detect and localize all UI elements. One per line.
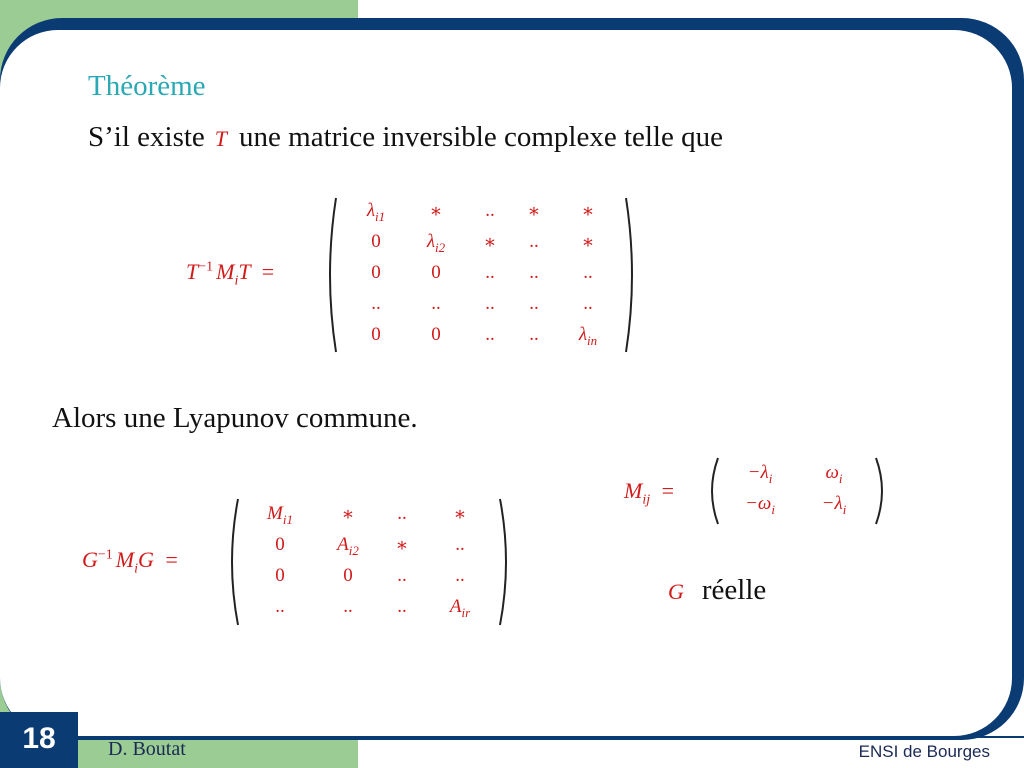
eq1-lhs-T: T [186, 259, 199, 284]
eq1-lhs-T2: T [238, 259, 251, 284]
eq2-cell: $-\lambda_i$ [821, 493, 847, 517]
intro-sentence [88, 121, 723, 154]
eq3-cell: .. [455, 565, 465, 586]
eq3-lhs [82, 547, 178, 577]
eq2-cell: $-\lambda_i$ [747, 462, 773, 486]
eq2-left-paren [704, 456, 720, 526]
top-white-area [358, 0, 1024, 20]
eq1-lhs-subscript: i [234, 273, 239, 289]
eq1-matrix [322, 196, 640, 354]
eq1-cell: 0 [371, 262, 381, 283]
eq1-cell: $\lambda_{i2}$ [426, 231, 446, 255]
eq1-cell: .. [529, 262, 539, 283]
footer-rule [78, 736, 1024, 738]
eq1-lhs-exponent: −1 [198, 259, 214, 275]
eq3-cell: .. [343, 596, 353, 617]
theorem-title: Théorème [88, 70, 206, 102]
eq1-cell: ∗ [527, 201, 541, 222]
eq1-cell: .. [431, 293, 441, 314]
eq3-lhs-G2: G [138, 547, 154, 572]
eq2-cell: $\omega_i$ [825, 462, 843, 486]
matrix-symbol-G: G [668, 579, 684, 604]
eq3-cell: $A_{i2}$ [337, 534, 359, 558]
eq3-cell: .. [455, 534, 465, 555]
eq3-lhs-G: G [82, 547, 98, 572]
eq2-matrix [704, 456, 890, 526]
eq3-cell: .. [397, 565, 407, 586]
eq1-cell: ∗ [429, 201, 443, 222]
eq3-cell: 0 [275, 565, 285, 586]
eq3-cell: .. [397, 503, 407, 524]
eq3-equals: = [165, 547, 178, 572]
footer-author: D. Boutat [108, 738, 186, 760]
matrix-symbol-T: T [214, 126, 228, 151]
intro-prefix: S’il existe [88, 121, 205, 153]
eq1-cell: .. [485, 324, 495, 345]
eq1-cell: .. [371, 293, 381, 314]
page-number: 18 [22, 722, 56, 755]
eq2-right-paren [874, 456, 890, 526]
eq2-lhs-M: M [624, 478, 643, 503]
footer-institution: ENSI de Bourges [858, 742, 990, 761]
eq3-cell: 0 [343, 565, 353, 586]
eq1-lhs [186, 259, 274, 289]
eq3-lhs-exponent: −1 [97, 547, 113, 563]
eq1-cell: .. [529, 293, 539, 314]
eq3-cell: $A_{ir}$ [449, 596, 471, 620]
eq2-cell: $-\omega_i$ [745, 493, 775, 517]
eq3-left-paren [224, 497, 240, 627]
conclusion-text: Alors une Lyapunov commune. [52, 402, 418, 434]
eq1-cell: .. [529, 324, 539, 345]
eq1-cell: .. [485, 262, 495, 283]
eq3-lhs-subscript: i [134, 561, 139, 577]
eq2-lhs-subscript: ij [642, 492, 651, 508]
eq1-cell: 0 [371, 231, 381, 252]
eq3-right-paren [498, 497, 514, 627]
eq2-equals: = [661, 478, 675, 503]
eq3-cell: ∗ [341, 504, 355, 525]
eq3-cell: 0 [275, 534, 285, 555]
eq1-cell: ∗ [483, 232, 497, 253]
eq1-cell: 0 [371, 324, 381, 345]
eq3-cell: ∗ [395, 535, 409, 556]
eq3-cell: .. [275, 596, 285, 617]
eq1-cell: .. [485, 293, 495, 314]
eq1-cell: .. [529, 231, 539, 252]
eq3-matrix [224, 497, 514, 627]
eq1-cell: 0 [431, 262, 441, 283]
eq3-cell: ∗ [453, 504, 467, 525]
eq3-cell: .. [397, 596, 407, 617]
intro-suffix: une matrice inversible complexe telle que [239, 121, 723, 153]
eq1-cell: .. [485, 200, 495, 221]
eq1-cell: .. [583, 262, 593, 283]
eq2-lhs [624, 478, 674, 508]
eq1-cell: 0 [431, 324, 441, 345]
reelle-line [668, 574, 766, 607]
eq1-cell: ∗ [581, 201, 595, 222]
eq1-cell: $\lambda_{i1}$ [366, 200, 386, 224]
eq1-equals: = [261, 259, 275, 284]
eq1-lhs-M: M [216, 259, 235, 284]
eq1-cell: ∗ [581, 232, 595, 253]
eq1-cell: .. [583, 293, 593, 314]
eq1-cell: $\lambda_{in}$ [578, 324, 598, 348]
eq3-lhs-M: M [115, 547, 135, 572]
eq3-cell: $M_{i1}$ [267, 503, 293, 527]
reelle-text: réelle [701, 574, 767, 606]
